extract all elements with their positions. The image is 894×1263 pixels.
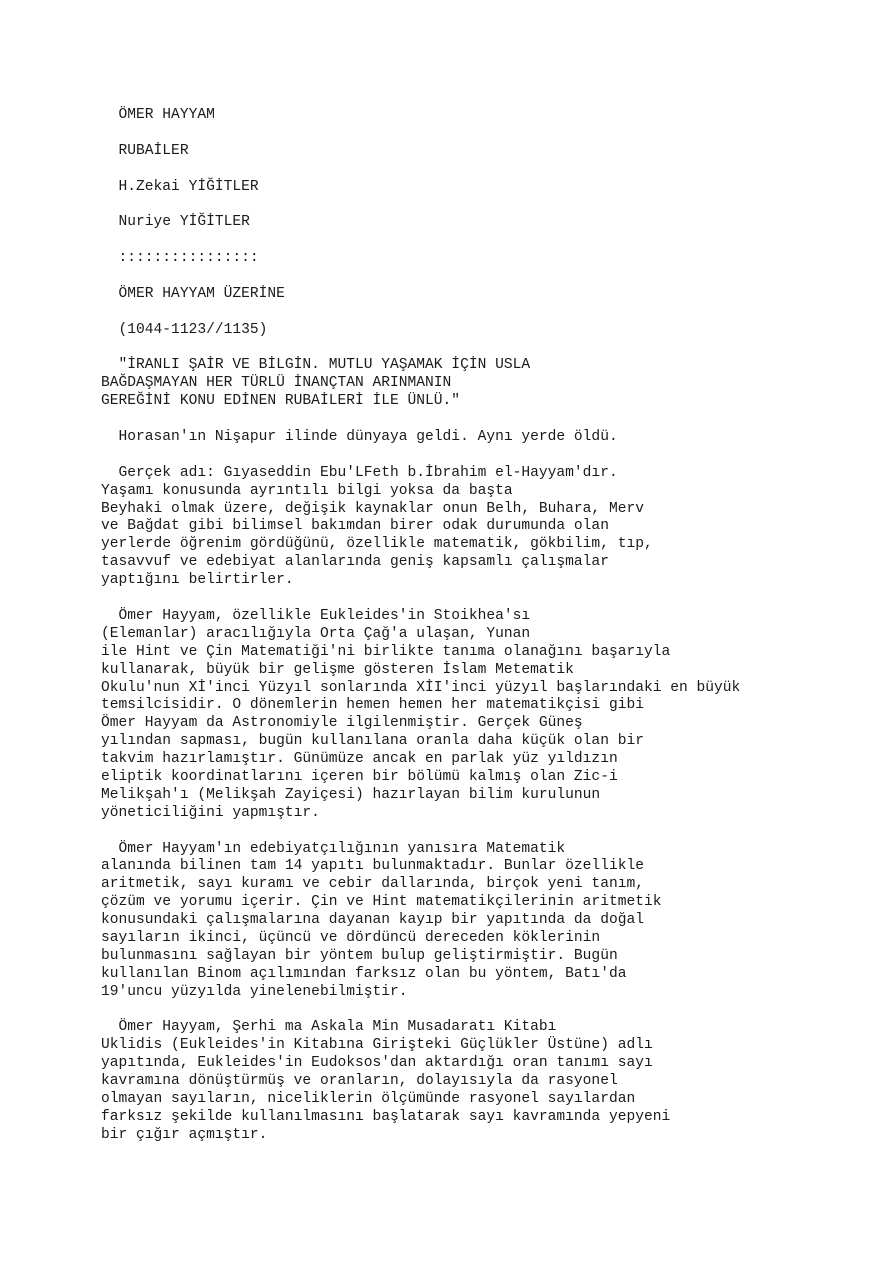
- blank-line: [101, 304, 881, 322]
- text-line: tasavvuf ve edebiyat alanlarında geniş kapsamlı çalışmalar: [101, 554, 609, 571]
- blank-line: [101, 447, 881, 465]
- text-line: çözüm ve yorumu içerir. Çin ve Hint matematikçilerinin aritmetik: [101, 894, 662, 911]
- text-line: 19'uncu yüzyılda yinelenebilmiştir.: [101, 983, 408, 1000]
- text-line: Horasan'ın Nişapur ilinde dünyaya geldi. Aynı yerde öldü.: [101, 429, 618, 446]
- text-line: yapıtında, Eukleides'in Eudoksos'dan aktardığı oran tanımı sayı: [101, 1055, 653, 1072]
- blank-line: [101, 196, 881, 214]
- blank-line: [101, 161, 881, 179]
- document-body: [101, 107, 881, 1145]
- text-line: Ömer Hayyam'ın edebiyatçılığının yanısıra Matematik: [101, 840, 566, 857]
- text-line: Melikşah'ı (Melikşah Zayiçesi) hazırlayan bilim kurulunun: [101, 786, 601, 803]
- text-line: takvim hazırlamıştır. Günümüze ancak en parlak yüz yıldızın: [101, 751, 618, 768]
- text-line: GEREĞİNİ KONU EDİNEN RUBAİLERİ İLE ÜNLÜ.": [101, 393, 461, 410]
- text-line: bulunmasını sağlayan bir yöntem bulup geliştirmiştir. Bugün: [101, 947, 618, 964]
- blank-line: [101, 340, 881, 358]
- text-line: (Elemanlar) aracılığıyla Orta Çağ'a ulaşan, Yunan: [101, 625, 531, 642]
- text-line: kavramına dönüştürmüş ve oranların, dolayısıyla da rasyonel: [101, 1073, 618, 1090]
- text-line: Ömer Hayyam, Şerhi ma Askala Min Musadaratı Kitabı: [101, 1019, 557, 1036]
- text-line: ÖMER HAYYAM ÜZERİNE: [101, 285, 285, 302]
- text-line: eliptik koordinatlarını içeren bir bölümü kalmış olan Zic-i: [101, 768, 618, 785]
- text-line: Okulu'nun Xİ'inci Yüzyıl sonlarında XİI'inci yüzyıl başlarındaki en büyük: [101, 679, 741, 696]
- text-line: kullanılan Binom açılımından farksız olan bu yöntem, Batı'da: [101, 965, 627, 982]
- text-line: bir çığır açmıştır.: [101, 1126, 268, 1143]
- text-line: aritmetik, sayı kuramı ve cebir dallarında, birçok yeni tanım,: [101, 876, 644, 893]
- text-line: farksız şekilde kullanılmasını başlatarak sayı kavramında yepyeni: [101, 1108, 671, 1125]
- text-line: ÖMER HAYYAM: [101, 107, 215, 123]
- blank-line: [101, 823, 881, 841]
- text-line: alanında bilinen tam 14 yapıtı bulunmaktadır. Bunlar özellikle: [101, 858, 644, 875]
- text-line: (1044-1123//1135): [101, 321, 268, 338]
- text-line: sayıların ikinci, üçüncü ve dördüncü dereceden köklerinin: [101, 929, 601, 946]
- blank-line: [101, 268, 881, 286]
- text-line: ve Bağdat gibi bilimsel bakımdan birer odak durumunda olan: [101, 518, 609, 535]
- blank-line: [101, 411, 881, 429]
- text-line: H.Zekai YİĞİTLER: [101, 178, 259, 195]
- text-line: "İRANLI ŞAİR VE BİLGİN. MUTLU YAŞAMAK İÇİN USLA: [101, 357, 531, 374]
- blank-line: [101, 590, 881, 608]
- text-line: Nuriye YİĞİTLER: [101, 214, 250, 231]
- text-line: ile Hint ve Çin Matematiği'ni birlikte tanıma olanağını başarıyla: [101, 643, 671, 660]
- text-line: yılından sapması, bugün kullanılana oranla daha küçük olan bir: [101, 733, 644, 750]
- blank-line: [101, 125, 881, 143]
- text-line: Ömer Hayyam da Astronomiyle ilgilenmiştir. Gerçek Güneş: [101, 715, 583, 732]
- text-line: ::::::::::::::::: [101, 250, 259, 267]
- text-line: Ömer Hayyam, özellikle Eukleides'in Stoikhea'sı: [101, 607, 531, 624]
- text-line: konusundaki çalışmalarına dayanan kayıp bir yapıtında da doğal: [101, 912, 644, 929]
- text-line: kullanarak, büyük bir gelişme gösteren İslam Metematik: [101, 661, 574, 678]
- text-line: Yaşamı konusunda ayrıntılı bilgi yoksa da başta: [101, 482, 513, 499]
- text-line: yaptığını belirtirler.: [101, 572, 294, 589]
- text-line: yöneticiliğini yapmıştır.: [101, 804, 320, 821]
- text-line: temsilcisidir. O dönemlerin hemen hemen her matematikçisi gibi: [101, 697, 644, 714]
- blank-line: [101, 232, 881, 250]
- text-line: yerlerde öğrenim gördüğünü, özellikle matematik, gökbilim, tıp,: [101, 536, 653, 553]
- text-line: RUBAİLER: [101, 142, 189, 159]
- blank-line: [101, 1002, 881, 1020]
- text-line: olmayan sayıların, niceliklerin ölçümünde rasyonel sayılardan: [101, 1090, 636, 1107]
- text-line: Beyhaki olmak üzere, değişik kaynaklar onun Belh, Buhara, Merv: [101, 500, 644, 517]
- text-line: BAĞDAŞMAYAN HER TÜRLÜ İNANÇTAN ARINMANIN: [101, 375, 452, 392]
- text-line: Uklidis (Eukleides'in Kitabına Girişteki Güçlükler Üstüne) adlı: [101, 1037, 653, 1054]
- text-line: Gerçek adı: Gıyaseddin Ebu'LFeth b.İbrahim el-Hayyam'dır.: [101, 464, 618, 481]
